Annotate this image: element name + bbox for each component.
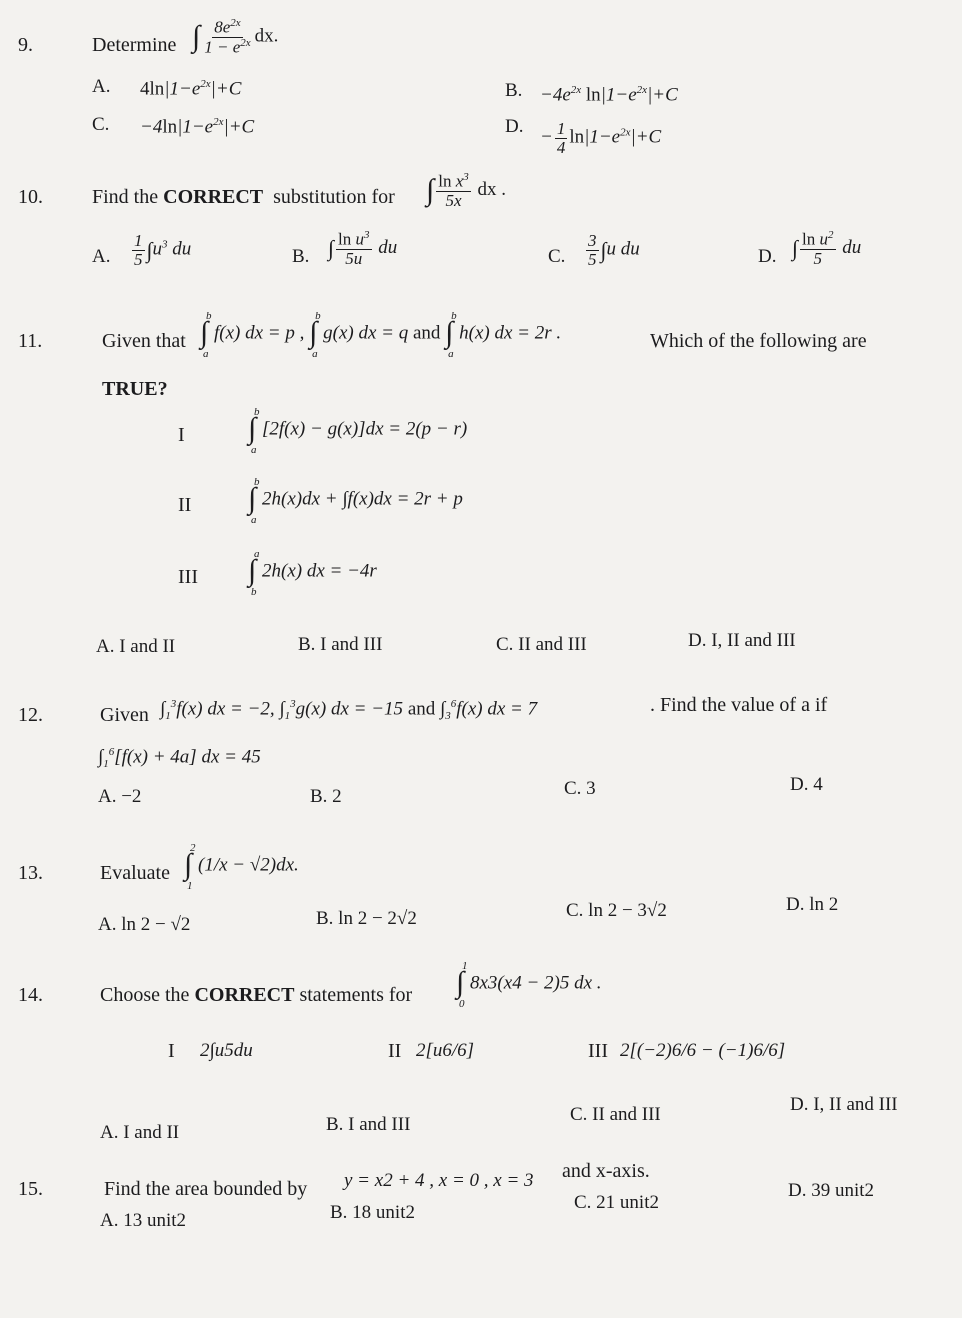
q9-option-b[interactable]: $-4e^{2x}$ $\ln|1-e^{2x}|+C$ xyxy=(540,84,678,106)
q10-option-d[interactable]: ∫ $\frac{\ln u^2}{5}$ du xyxy=(792,229,862,268)
q11-statement-i-roman: I xyxy=(178,424,185,446)
q13-prompt: Evaluate xyxy=(100,862,170,884)
q9-option-a-letter[interactable]: A. xyxy=(92,76,111,97)
q12-condition-4: $\int_1^6[f(x) + 4a]$ dx = 45 xyxy=(98,746,261,771)
q14-number: 14. xyxy=(18,984,43,1006)
q12-prompt-a: Given xyxy=(100,704,149,726)
q11-statement-ii-roman: II xyxy=(178,494,192,516)
q14-statement-i-roman: I xyxy=(168,1040,175,1062)
q15-option-b[interactable]: B. 18 unit2 xyxy=(330,1202,415,1223)
q11-statement-ii: ∫ b a 2h(x)dx + ∫f(x)dx = 2r + p xyxy=(248,476,463,526)
q10-option-c-letter[interactable]: C. xyxy=(548,246,566,267)
q10-option-b[interactable]: ∫ $\frac{\ln u^3}{5u}$ du xyxy=(328,229,398,268)
q15-expression: y = x2 + 4 , x = 0 , x = 3 xyxy=(344,1170,534,1191)
q13-option-b[interactable]: B. ln 2 − 2√2 xyxy=(316,908,417,929)
q14-statement-iii: 2[(−2)6/6 − (−1)6/6] xyxy=(620,1040,786,1061)
q9-option-a[interactable]: $4\ln|1-e^{2x}|+C$ xyxy=(140,78,242,100)
q9-prompt: Determine xyxy=(92,34,177,56)
q14-statement-iii-roman: III xyxy=(588,1040,608,1062)
q11-conditions: ∫ b a f(x) dx = p , ∫ b a g(x) dx = q and ∫ b a h(x) dx = 2r . xyxy=(200,310,562,360)
q11-option-a[interactable]: A. I and II xyxy=(96,636,176,657)
q10-prompt: Find the CORRECT substitution for xyxy=(92,186,395,208)
q14-option-a[interactable]: A. I and II xyxy=(100,1122,180,1143)
q9-integral: ∫ $\frac{8e^{2x}}{1 - e^{2x}}$ dx. xyxy=(192,17,279,57)
q14-integral: ∫ 1 0 8x3(x4 − 2)5 dx . xyxy=(456,960,602,1010)
q9-option-c-letter[interactable]: C. xyxy=(92,114,110,135)
q12-option-b[interactable]: B. 2 xyxy=(310,786,342,807)
q11-prompt-b: Which of the following are xyxy=(650,330,867,352)
q12-conditions: $\int_1^3f(x)$ dx = −2, $\int_1^3g(x)$ dx = −15 and $\int_3^6f(x)$ dx = 7 xyxy=(160,698,538,723)
q13-option-a[interactable]: A. ln 2 − √2 xyxy=(98,914,191,935)
q10-option-a[interactable]: $\frac{1}{5}$ $\int u^3$ du xyxy=(134,231,192,269)
q9-option-b-letter[interactable]: B. xyxy=(505,80,523,101)
q11-prompt-a: Given that xyxy=(102,330,186,352)
q14-statement-i: 2∫u5du xyxy=(200,1040,253,1061)
q14-option-b[interactable]: B. I and III xyxy=(326,1114,411,1135)
q15-option-a[interactable]: A. 13 unit2 xyxy=(100,1210,187,1231)
q14-option-c[interactable]: C. II and III xyxy=(570,1104,661,1125)
q14-prompt: Choose the CORRECT statements for xyxy=(100,984,413,1006)
q10-option-b-letter[interactable]: B. xyxy=(292,246,310,267)
q11-option-b[interactable]: B. I and III xyxy=(298,634,383,655)
q14-statement-ii: 2[u6/6] xyxy=(416,1040,475,1061)
q15-option-d[interactable]: D. 39 unit2 xyxy=(788,1180,875,1201)
q11-prompt-c: TRUE? xyxy=(102,378,168,400)
q9-option-d-letter[interactable]: D. xyxy=(505,116,524,137)
q10-option-c[interactable]: $\frac{3}{5}$ ∫u du xyxy=(588,231,640,269)
q12-prompt-b: . Find the value of a if xyxy=(650,694,828,716)
q10-option-a-letter[interactable]: A. xyxy=(92,246,111,267)
q12-option-c[interactable]: C. 3 xyxy=(564,778,596,799)
q13-number: 13. xyxy=(18,862,43,884)
q9-option-c[interactable]: $-4\ln|1-e^{2x}|+C$ xyxy=(140,116,255,138)
q11-option-c[interactable]: C. II and III xyxy=(496,634,587,655)
q11-option-d[interactable]: D. I, II and III xyxy=(688,630,796,651)
q15-option-c[interactable]: C. 21 unit2 xyxy=(574,1192,659,1213)
q11-statement-iii: ∫ a b 2h(x) dx = −4r xyxy=(248,548,377,598)
q14-option-d[interactable]: D. I, II and III xyxy=(790,1094,898,1115)
q10-option-d-letter[interactable]: D. xyxy=(758,246,777,267)
q11-statement-i: ∫ b a [2f(x) − g(x)]dx = 2(p − r) xyxy=(248,406,468,456)
q11-statement-iii-roman: III xyxy=(178,566,198,588)
q12-option-a[interactable]: A. −2 xyxy=(98,786,142,807)
q15-prompt-b: and x-axis. xyxy=(562,1160,650,1182)
q10-number: 10. xyxy=(18,186,43,208)
q15-number: 15. xyxy=(18,1178,43,1200)
q13-option-d[interactable]: D. ln 2 xyxy=(786,894,839,915)
q14-statement-ii-roman: II xyxy=(388,1040,402,1062)
q10-integral: ∫ $\frac{\ln x^3}{5x}$ dx . xyxy=(426,171,506,210)
q11-number: 11. xyxy=(18,330,43,352)
q12-number: 12. xyxy=(18,704,43,726)
q9-option-d[interactable]: − $\frac{1}{4}$ $\ln|1-e^{2x}|+C$ xyxy=(540,119,662,157)
q13-integral: ∫ 2 1 (1/x − √2)dx. xyxy=(184,842,299,892)
q9-number: 9. xyxy=(18,34,33,56)
q12-option-d[interactable]: D. 4 xyxy=(790,774,823,795)
q13-option-c[interactable]: C. ln 2 − 3√2 xyxy=(566,900,667,921)
q15-prompt-a: Find the area bounded by xyxy=(104,1178,308,1200)
